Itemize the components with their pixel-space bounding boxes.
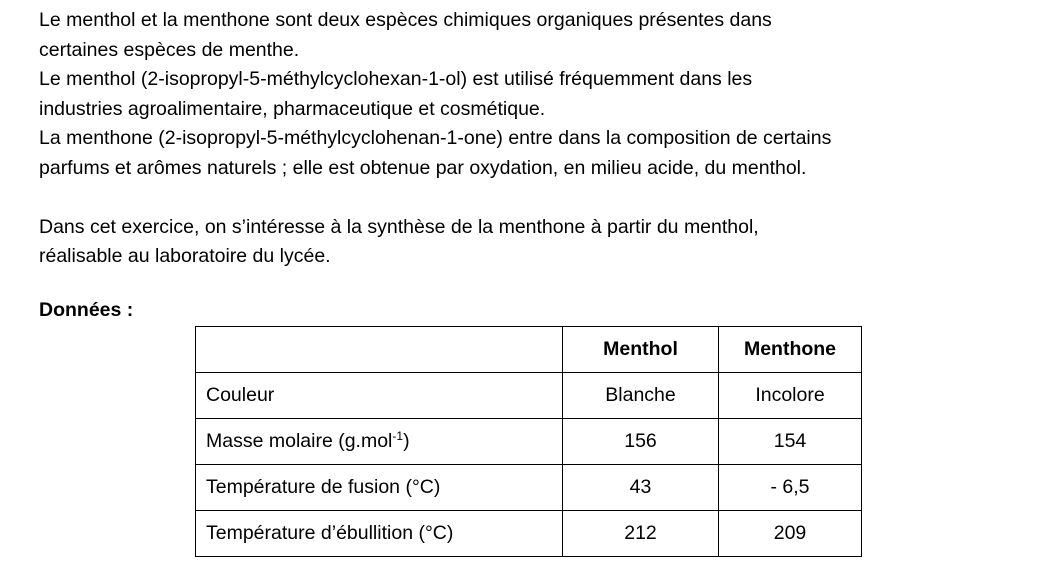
table-row xyxy=(196,465,862,511)
table-header-menthol: Menthol xyxy=(563,327,719,373)
menthol-cell: 43 xyxy=(563,465,719,511)
row-label: Température de fusion (°C) xyxy=(196,465,563,511)
unit-exponent: -1 xyxy=(392,429,404,443)
menthol-cell: 156 xyxy=(563,419,719,465)
exercise-paragraph xyxy=(39,213,1039,272)
intro-line: La menthone (2-isopropyl-5-méthylcyclohenan-1-one) entre dans la composition de certains xyxy=(39,127,832,149)
intro-line: Le menthol (2-isopropyl-5-méthylcyclohexan-1-ol) est utilisé fréquemment dans les xyxy=(39,68,753,90)
intro-paragraph xyxy=(39,6,1039,183)
table-row xyxy=(196,419,862,465)
menthol-cell: Blanche xyxy=(563,373,719,419)
exercise-line: réalisable au laboratoire du lycée. xyxy=(39,245,331,267)
intro-line: parfums et arômes naturels ; elle est obtenue par oxydation, en milieu acide, du menthol. xyxy=(39,156,807,179)
table-header-empty xyxy=(196,327,563,373)
table-header-menthone: Menthone xyxy=(719,327,862,373)
table-row xyxy=(196,373,862,419)
menthone-cell: 154 xyxy=(719,419,862,465)
paragraph-spacer xyxy=(39,183,1039,213)
data-table xyxy=(195,326,862,557)
row-label: Température d’ébullition (°C) xyxy=(196,511,563,557)
table-row xyxy=(196,511,862,557)
intro-line: Le menthol et la menthone sont deux espèces chimiques organiques présentes dans xyxy=(39,9,772,31)
menthone-cell: Incolore xyxy=(719,373,862,419)
table-header-row xyxy=(196,327,862,373)
menthol-cell: 212 xyxy=(563,511,719,557)
row-label: Masse molaire (g.mol$^{-1}$) xyxy=(196,419,563,465)
intro-line: industries agroalimentaire, pharmaceutique et cosmétique. xyxy=(39,97,546,120)
row-label: Couleur xyxy=(196,373,563,419)
intro-line: certaines espèces de menthe. xyxy=(39,38,300,61)
menthone-cell: - 6,5 xyxy=(719,465,862,511)
data-heading: Données : xyxy=(39,298,134,321)
exercise-line: Dans cet exercice, on s’intéresse à la synthèse de la menthone à partir du menthol, xyxy=(39,215,759,238)
paragraph-spacer xyxy=(39,272,1039,296)
document-body xyxy=(39,6,1039,325)
menthone-cell: 209 xyxy=(719,511,862,557)
